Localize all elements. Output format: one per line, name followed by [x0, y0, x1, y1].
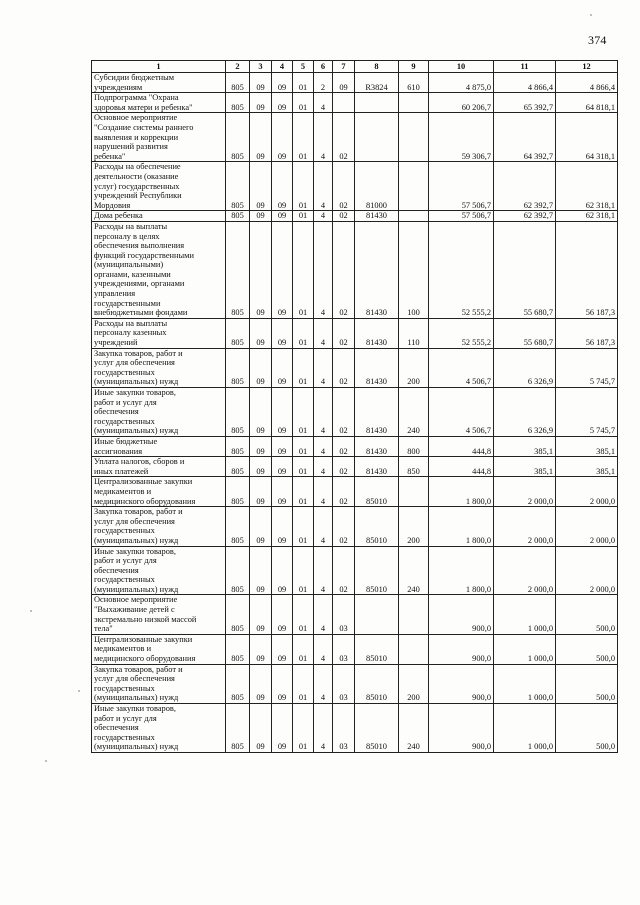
code-cell: 09	[272, 436, 293, 456]
header-row	[92, 61, 618, 73]
code-cell: 02	[333, 477, 355, 507]
code-cell: 09	[272, 113, 293, 162]
code-cell: 01	[293, 211, 314, 222]
amount-cell: 2 000,0	[494, 477, 556, 507]
amount-cell: 385,1	[494, 457, 556, 477]
code-cell: 850	[399, 457, 429, 477]
code-cell: 02	[333, 507, 355, 546]
code-cell: 09	[250, 634, 272, 664]
code-cell: 805	[226, 221, 250, 318]
code-cell: 240	[399, 546, 429, 595]
table-row	[92, 73, 618, 93]
header-cell: 1	[92, 61, 226, 73]
table-row	[92, 113, 618, 162]
code-cell: R3824	[355, 73, 399, 93]
row-title: Подпрограмма "Охрана здоровья матери и ребенка"	[92, 93, 226, 113]
amount-cell: 4 875,0	[429, 73, 494, 93]
row-title: Основное мероприятие "Создание системы раннего выявления и коррекции нарушений развития ребенка"	[92, 113, 226, 162]
code-cell: 81000	[355, 162, 399, 211]
amount-cell: 57 506,7	[429, 211, 494, 222]
row-title: Уплата налогов, сборов и иных платежей	[92, 457, 226, 477]
table-row	[92, 546, 618, 595]
amount-cell: 2 000,0	[556, 477, 618, 507]
code-cell: 09	[250, 93, 272, 113]
row-title: Субсидии бюджетным учреждениям	[92, 73, 226, 93]
code-cell: 09	[272, 348, 293, 387]
table-row	[92, 704, 618, 753]
table-row	[92, 457, 618, 477]
amount-cell: 1 000,0	[494, 634, 556, 664]
row-title: Закупка товаров, работ и услуг для обеспечения государственных (муниципальных) нужд	[92, 507, 226, 546]
code-cell: 09	[272, 93, 293, 113]
amount-cell: 62 318,1	[556, 211, 618, 222]
code-cell: 4	[314, 457, 333, 477]
table-row	[92, 436, 618, 456]
amount-cell: 6 326,9	[494, 348, 556, 387]
amount-cell: 385,1	[556, 436, 618, 456]
header-cell: 11	[494, 61, 556, 73]
amount-cell: 900,0	[429, 595, 494, 634]
code-cell: 81430	[355, 436, 399, 456]
code-cell: 09	[250, 595, 272, 634]
row-title: Иные закупки товаров, работ и услуг для обеспечения государственных (муниципальных) нужд	[92, 704, 226, 753]
code-cell: 805	[226, 318, 250, 348]
header-cell: 3	[250, 61, 272, 73]
row-title: Расходы на выплаты персоналу в целях обеспечения выполнения функций государственными (муниципальными) органами, казенными учреждениями, органами управления государственными внебюджетными фондами	[92, 221, 226, 318]
code-cell: 09	[272, 704, 293, 753]
amount-cell: 52 555,2	[429, 221, 494, 318]
code-cell: 09	[272, 664, 293, 703]
code-cell: 09	[250, 162, 272, 211]
amount-cell: 56 187,3	[556, 221, 618, 318]
code-cell: 4	[314, 436, 333, 456]
table-row	[92, 348, 618, 387]
code-cell: 01	[293, 595, 314, 634]
code-cell: 240	[399, 388, 429, 437]
code-cell: 805	[226, 211, 250, 222]
code-cell: 805	[226, 73, 250, 93]
row-title: Основное мероприятие "Выхаживание детей с экстремально низкой массой тела"	[92, 595, 226, 634]
code-cell: 4	[314, 93, 333, 113]
code-cell: 805	[226, 113, 250, 162]
code-cell: 805	[226, 546, 250, 595]
amount-cell: 65 392,7	[494, 93, 556, 113]
row-title: Иные закупки товаров, работ и услуг для обеспечения государственных (муниципальных) нужд	[92, 388, 226, 437]
code-cell: 200	[399, 664, 429, 703]
code-cell: 4	[314, 546, 333, 595]
code-cell: 01	[293, 388, 314, 437]
code-cell: 09	[272, 477, 293, 507]
amount-cell: 64 818,1	[556, 93, 618, 113]
amount-cell: 6 326,9	[494, 388, 556, 437]
code-cell: 805	[226, 93, 250, 113]
code-cell	[355, 595, 399, 634]
amount-cell: 64 392,7	[494, 113, 556, 162]
row-title: Дома ребенка	[92, 211, 226, 222]
code-cell: 09	[250, 546, 272, 595]
code-cell: 81430	[355, 457, 399, 477]
code-cell: 02	[333, 221, 355, 318]
code-cell: 4	[314, 477, 333, 507]
scan-speck	[30, 610, 32, 612]
code-cell: 09	[250, 211, 272, 222]
table-row	[92, 211, 618, 222]
page-number: 374	[588, 33, 607, 47]
amount-cell: 500,0	[556, 595, 618, 634]
table-row	[92, 595, 618, 634]
code-cell: 110	[399, 318, 429, 348]
code-cell: 09	[333, 73, 355, 93]
code-cell: 805	[226, 507, 250, 546]
code-cell: 09	[272, 634, 293, 664]
code-cell: 85010	[355, 634, 399, 664]
code-cell	[355, 93, 399, 113]
table-row	[92, 221, 618, 318]
code-cell: 09	[250, 704, 272, 753]
amount-cell: 4 506,7	[429, 388, 494, 437]
header-cell: 9	[399, 61, 429, 73]
code-cell: 85010	[355, 704, 399, 753]
code-cell: 09	[272, 318, 293, 348]
code-cell: 09	[272, 73, 293, 93]
code-cell: 81430	[355, 211, 399, 222]
code-cell: 805	[226, 664, 250, 703]
code-cell: 610	[399, 73, 429, 93]
code-cell: 805	[226, 595, 250, 634]
table-row	[92, 388, 618, 437]
code-cell: 09	[250, 318, 272, 348]
code-cell: 01	[293, 546, 314, 595]
code-cell: 09	[250, 113, 272, 162]
code-cell: 4	[314, 318, 333, 348]
table-body	[92, 73, 618, 753]
table-row	[92, 477, 618, 507]
amount-cell: 4 506,7	[429, 348, 494, 387]
code-cell: 02	[333, 388, 355, 437]
row-title: Централизованные закупки медикаментов и медицинского оборудования	[92, 634, 226, 664]
code-cell: 805	[226, 634, 250, 664]
scan-speck	[45, 760, 47, 762]
code-cell: 805	[226, 477, 250, 507]
amount-cell: 2 000,0	[494, 546, 556, 595]
code-cell	[399, 113, 429, 162]
code-cell	[355, 113, 399, 162]
table-row	[92, 507, 618, 546]
code-cell: 09	[250, 507, 272, 546]
code-cell	[333, 93, 355, 113]
amount-cell: 385,1	[494, 436, 556, 456]
code-cell: 85010	[355, 507, 399, 546]
code-cell: 09	[272, 546, 293, 595]
amount-cell: 55 680,7	[494, 318, 556, 348]
code-cell: 81430	[355, 348, 399, 387]
row-title: Закупка товаров, работ и услуг для обеспечения государственных (муниципальных) нужд	[92, 348, 226, 387]
amount-cell: 2 000,0	[556, 507, 618, 546]
row-title: Расходы на выплаты персоналу казенных учреждений	[92, 318, 226, 348]
scan-speck	[78, 690, 80, 692]
amount-cell: 900,0	[429, 664, 494, 703]
code-cell: 01	[293, 162, 314, 211]
code-cell: 09	[250, 664, 272, 703]
amount-cell: 55 680,7	[494, 221, 556, 318]
code-cell: 4	[314, 388, 333, 437]
amount-cell: 500,0	[556, 634, 618, 664]
header-cell: 10	[429, 61, 494, 73]
code-cell: 4	[314, 634, 333, 664]
code-cell: 81430	[355, 388, 399, 437]
code-cell: 09	[272, 221, 293, 318]
code-cell: 09	[272, 507, 293, 546]
amount-cell: 64 318,1	[556, 113, 618, 162]
table-row	[92, 162, 618, 211]
code-cell: 09	[250, 221, 272, 318]
amount-cell: 57 506,7	[429, 162, 494, 211]
code-cell: 85010	[355, 546, 399, 595]
code-cell	[399, 162, 429, 211]
amount-cell: 1 000,0	[494, 595, 556, 634]
code-cell: 09	[272, 595, 293, 634]
code-cell: 09	[272, 162, 293, 211]
code-cell: 01	[293, 507, 314, 546]
code-cell: 09	[250, 436, 272, 456]
header-cell: 2	[226, 61, 250, 73]
header-cell: 12	[556, 61, 618, 73]
code-cell: 01	[293, 113, 314, 162]
code-cell: 4	[314, 348, 333, 387]
amount-cell: 56 187,3	[556, 318, 618, 348]
budget-table	[91, 60, 618, 753]
amount-cell: 1 000,0	[494, 704, 556, 753]
amount-cell: 52 555,2	[429, 318, 494, 348]
code-cell: 81430	[355, 221, 399, 318]
amount-cell: 500,0	[556, 704, 618, 753]
amount-cell: 2 000,0	[494, 507, 556, 546]
amount-cell: 4 866,4	[494, 73, 556, 93]
row-title: Централизованные закупки медикаментов и медицинского оборудования	[92, 477, 226, 507]
amount-cell: 5 745,7	[556, 388, 618, 437]
code-cell: 01	[293, 348, 314, 387]
header-cell: 4	[272, 61, 293, 73]
code-cell	[399, 595, 429, 634]
code-cell: 09	[250, 388, 272, 437]
code-cell: 805	[226, 348, 250, 387]
code-cell: 85010	[355, 477, 399, 507]
amount-cell: 62 318,1	[556, 162, 618, 211]
code-cell: 02	[333, 211, 355, 222]
code-cell: 2	[314, 73, 333, 93]
code-cell: 805	[226, 388, 250, 437]
code-cell: 09	[250, 477, 272, 507]
amount-cell: 5 745,7	[556, 348, 618, 387]
code-cell: 4	[314, 704, 333, 753]
row-title: Закупка товаров, работ и услуг для обеспечения государственных (муниципальных) нужд	[92, 664, 226, 703]
table-row	[92, 93, 618, 113]
code-cell	[399, 211, 429, 222]
header-cell: 5	[293, 61, 314, 73]
amount-cell: 4 866,4	[556, 73, 618, 93]
code-cell: 09	[272, 211, 293, 222]
code-cell: 4	[314, 507, 333, 546]
code-cell: 02	[333, 113, 355, 162]
code-cell: 09	[250, 73, 272, 93]
code-cell: 01	[293, 93, 314, 113]
header-cell: 6	[314, 61, 333, 73]
code-cell	[399, 477, 429, 507]
code-cell: 02	[333, 348, 355, 387]
code-cell: 4	[314, 664, 333, 703]
amount-cell: 59 306,7	[429, 113, 494, 162]
code-cell	[399, 634, 429, 664]
code-cell: 02	[333, 162, 355, 211]
code-cell: 03	[333, 595, 355, 634]
code-cell: 09	[272, 457, 293, 477]
amount-cell: 60 206,7	[429, 93, 494, 113]
code-cell: 01	[293, 457, 314, 477]
table-header	[92, 61, 618, 73]
header-cell: 7	[333, 61, 355, 73]
amount-cell: 900,0	[429, 634, 494, 664]
code-cell: 01	[293, 664, 314, 703]
row-title: Расходы на обеспечение деятельности (оказание услуг) государственных учреждений Республики Мордовия	[92, 162, 226, 211]
code-cell: 4	[314, 162, 333, 211]
code-cell: 85010	[355, 664, 399, 703]
amount-cell: 500,0	[556, 664, 618, 703]
code-cell: 03	[333, 704, 355, 753]
code-cell: 01	[293, 704, 314, 753]
code-cell: 01	[293, 436, 314, 456]
amount-cell: 62 392,7	[494, 211, 556, 222]
code-cell: 01	[293, 477, 314, 507]
code-cell: 800	[399, 436, 429, 456]
amount-cell: 385,1	[556, 457, 618, 477]
code-cell: 4	[314, 221, 333, 318]
code-cell: 805	[226, 704, 250, 753]
code-cell: 01	[293, 221, 314, 318]
amount-cell: 444,8	[429, 436, 494, 456]
amount-cell: 1 800,0	[429, 477, 494, 507]
amount-cell: 444,8	[429, 457, 494, 477]
code-cell: 09	[272, 388, 293, 437]
scan-speck	[590, 14, 592, 16]
code-cell: 03	[333, 634, 355, 664]
code-cell: 4	[314, 595, 333, 634]
code-cell: 4	[314, 113, 333, 162]
code-cell: 09	[250, 348, 272, 387]
code-cell: 200	[399, 348, 429, 387]
code-cell: 805	[226, 162, 250, 211]
code-cell: 01	[293, 73, 314, 93]
code-cell: 01	[293, 318, 314, 348]
table-row	[92, 634, 618, 664]
code-cell: 805	[226, 436, 250, 456]
code-cell: 02	[333, 546, 355, 595]
amount-cell: 2 000,0	[556, 546, 618, 595]
header-cell: 8	[355, 61, 399, 73]
code-cell: 240	[399, 704, 429, 753]
amount-cell: 1 000,0	[494, 664, 556, 703]
amount-cell: 62 392,7	[494, 162, 556, 211]
code-cell: 02	[333, 318, 355, 348]
code-cell: 09	[250, 457, 272, 477]
code-cell: 200	[399, 507, 429, 546]
table-row	[92, 664, 618, 703]
amount-cell: 1 800,0	[429, 546, 494, 595]
code-cell	[399, 93, 429, 113]
row-title: Иные бюджетные ассигнования	[92, 436, 226, 456]
code-cell: 03	[333, 664, 355, 703]
code-cell: 02	[333, 457, 355, 477]
code-cell: 4	[314, 211, 333, 222]
code-cell: 100	[399, 221, 429, 318]
row-title: Иные закупки товаров, работ и услуг для обеспечения государственных (муниципальных) нужд	[92, 546, 226, 595]
code-cell: 01	[293, 634, 314, 664]
amount-cell: 900,0	[429, 704, 494, 753]
table-row	[92, 318, 618, 348]
code-cell: 805	[226, 457, 250, 477]
code-cell: 02	[333, 436, 355, 456]
amount-cell: 1 800,0	[429, 507, 494, 546]
code-cell: 81430	[355, 318, 399, 348]
